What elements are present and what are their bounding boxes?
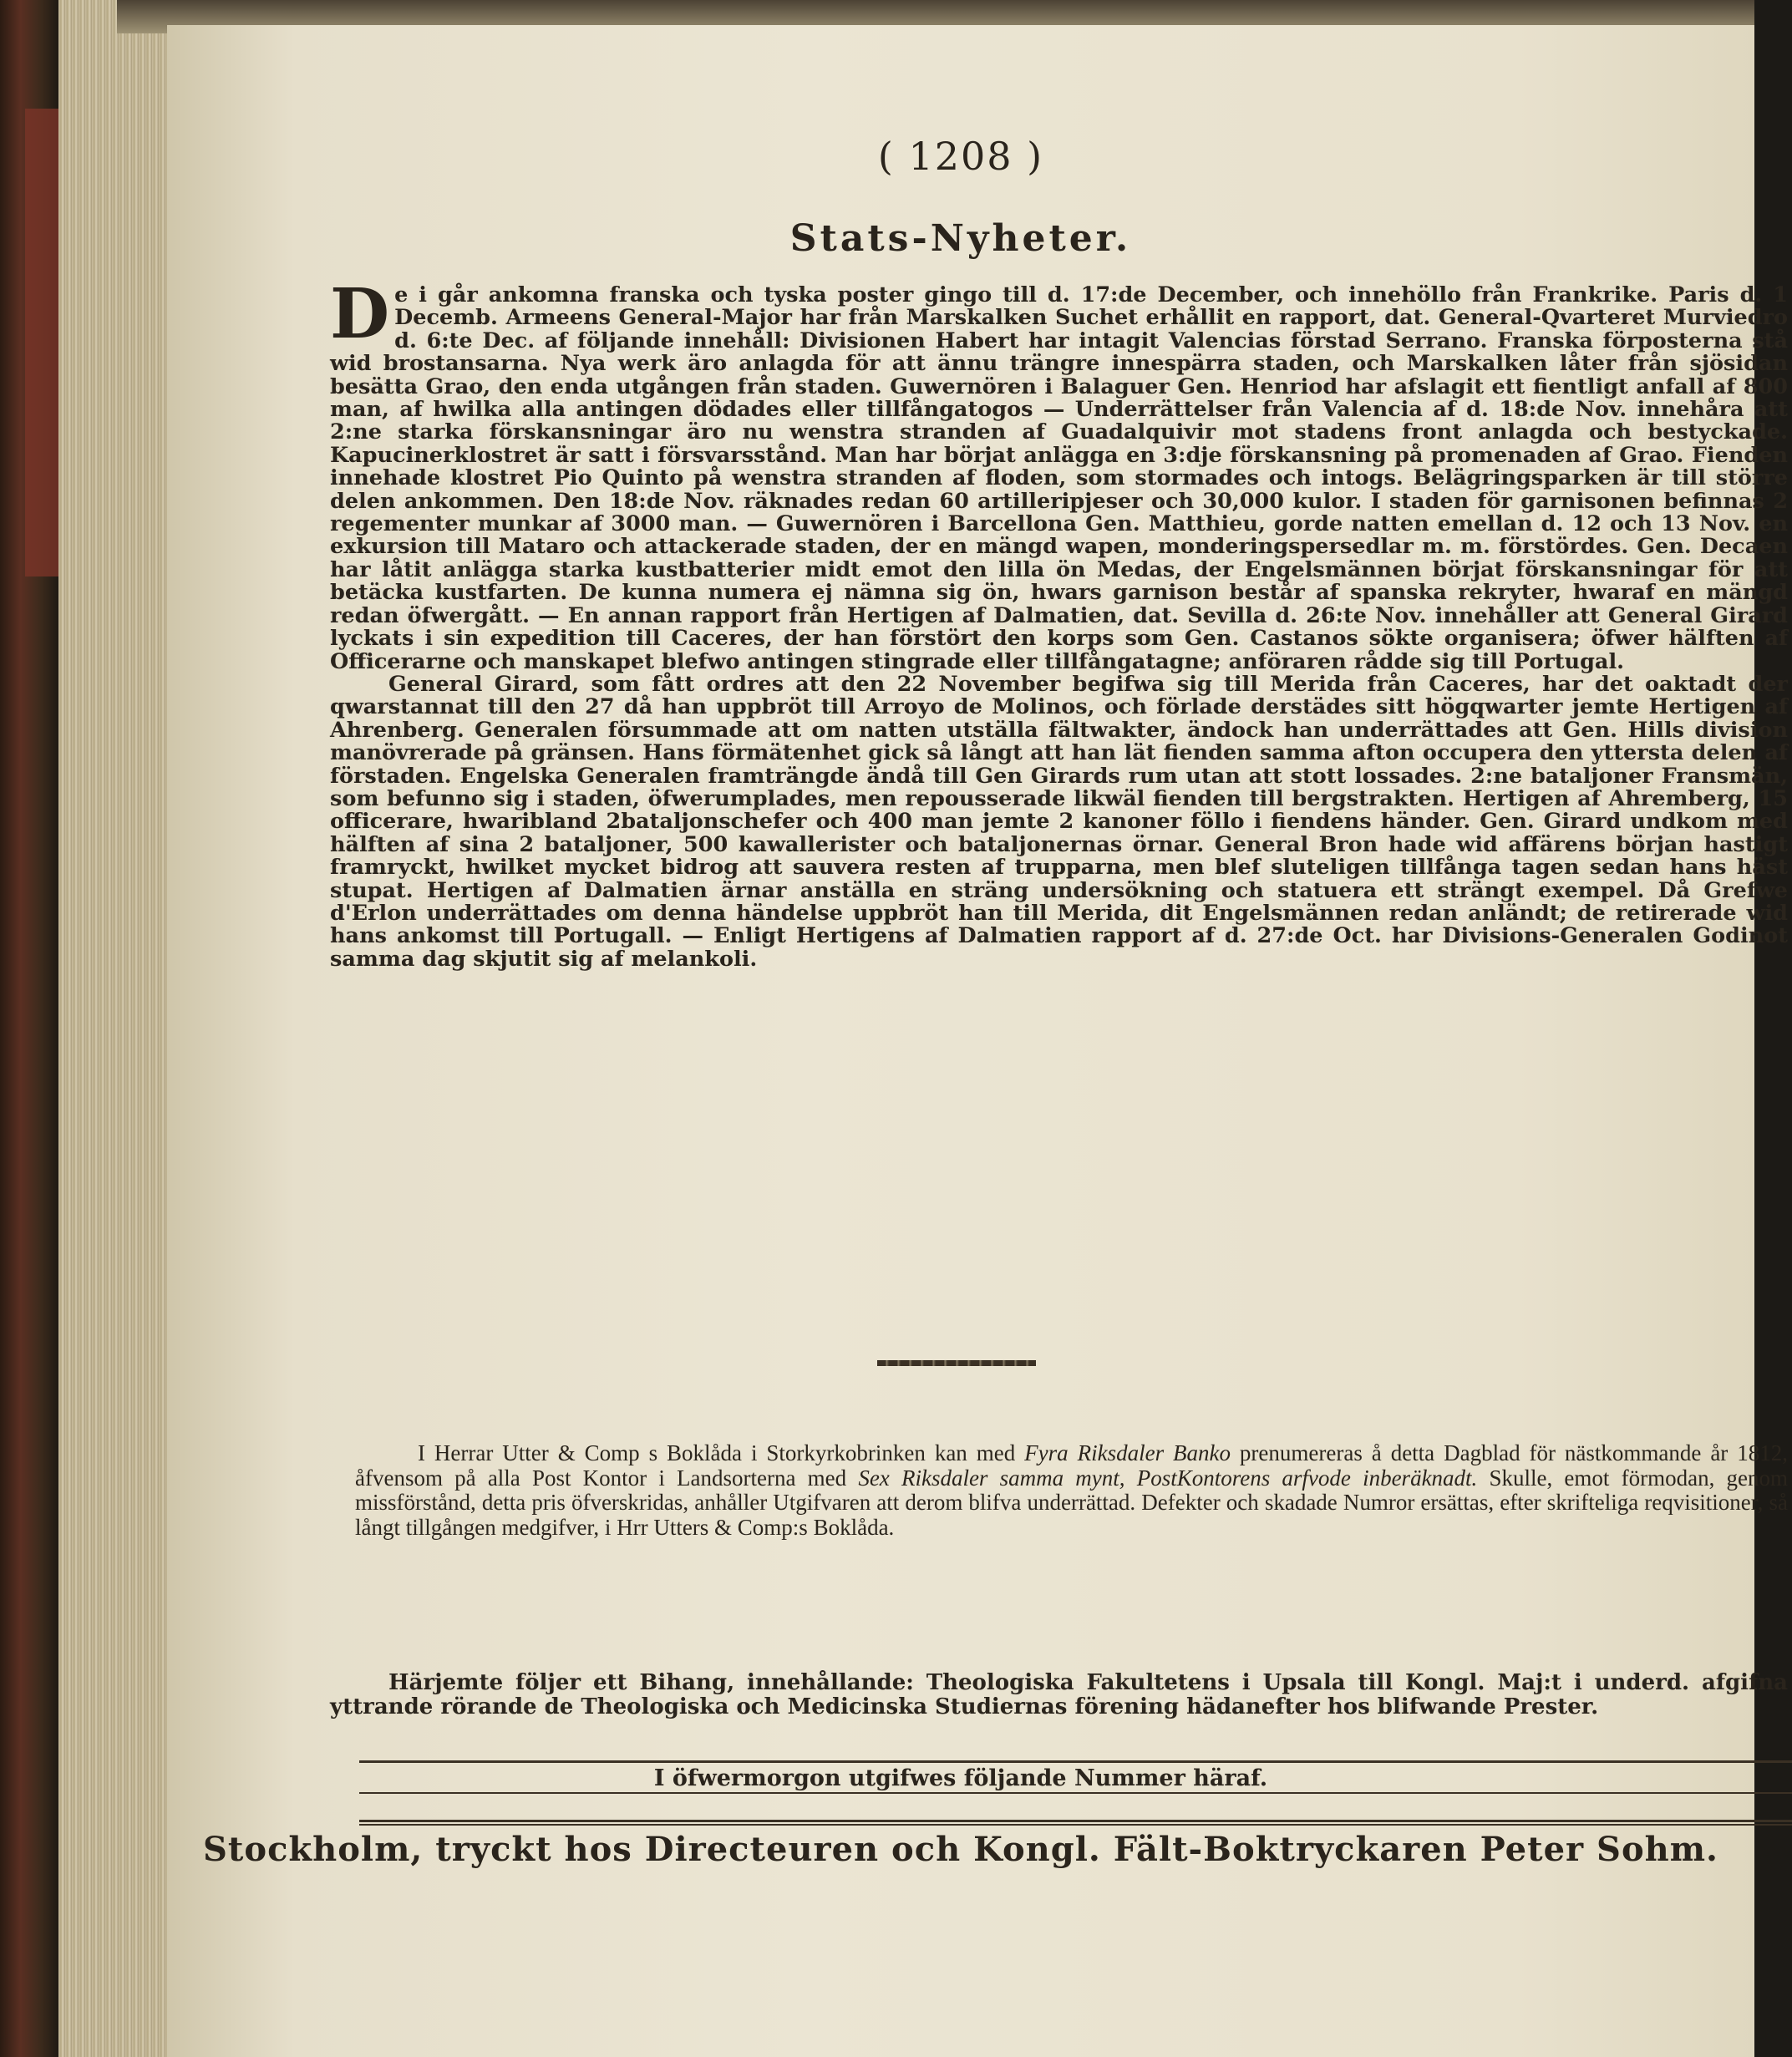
page-number-header: ( 1208 ): [877, 134, 1044, 179]
news-article: [330, 274, 1788, 972]
drop-cap: D: [330, 274, 390, 354]
notice-italic-1: Fyra Riksdaler Banko: [1024, 1440, 1231, 1465]
news-paragraph-1-text: e i går ankomna franska och tyska poster gingo till d. 17:de December, och innehöllo från Frankrike. Paris d. 1 Decemb. Armeens General-Major har från Marskalken Suchet erhållit en rapport, dat. General-Qvarteret Murviedro d. 6:te Dec. af följande innehåll: Divisionen Habert har intagit Valencias förstad Serrano. Franska förposterna stå wid brostansarna. Nya werk äro anlagda för att ännu trängre innespärra staden, och Marskalken låter från sjösidan besätta Grao, den enda utgången från staden. Guwernören i Balaguer Gen. Henriod har afslagit ett fientligt anfall af 800 man, af hwilka alla antingen dödades eller tillfångatogos — Underrättelser från Valencia af d. 18:de Nov. innehåra att 2:ne starka förskansningar äro nu wenstra stranden af Guadalquivir mot stadens front anlagda och bestyckade. Kapucinerklostret är satt i försvarsstånd. Man har börjat anlägga en 3:dje förskansning på promenaden af Grao. Fienden innehade klostret Pio Quinto på wenstra stranden af floden, som stormades och intogs. Belägringsparken är till större delen ankommen. Den 18:de Nov. räknades redan 60 artilleripjeser och 30,000 kulor. I staden för garnisonen befinnas 2 regementer munkar af 3000 man. — Guwernören i Barcellona Gen. Matthieu, gorde natten emellan d. 12 och 13 Nov. en exkursion till Mataro och attackerade staden, der en mängd wapen, monderingspersedlar m. m. förstördes. Gen. Decaen har låtit anlägga starka kustbatterier midt emot den lilla ön Medas, der Engelsmännen börjat förskansningar för att betäcka kustfarten. De kunna numera ej nämna sig ön, hwars garnison består af spanska rekryter, hwaraf en mängd redan öfwergått. — En annan rapport från Hertigen af Dalmatien, dat. Sevilla d. 26:te Nov. innehåller att General Girard lyckats i sin expedition till Caceres, der han förstört den korps som Gen. Castanos sökte organisera; öfwer hälften af Officerarne och manskapet blefwo antingen stingrade eller tillfångatagne; anföraren rådde sig till Portugal.: [330, 282, 1788, 674]
notice-italic-2: Sex Riksdaler samma mynt, PostKontorens arfvode inberäknadt.: [858, 1465, 1478, 1491]
next-issue-notice: I öfwermorgon utgifwes följande Nummer häraf.: [653, 1765, 1268, 1791]
notice-text-3: Skulle, emot förmodan, genom missförstånd, detta pris öfverskridas, anhåller Utgifvaren att derom blifva underrättad. Defekter och skadade Numror ersättas, efter skrifteliga reqvisitioner, så långt tillgången medgifver, i Hrr Utters & Comp:s Boklåda.: [355, 1465, 1788, 1540]
notice-paragraph: [355, 1441, 1788, 1540]
supplement-text: Härjemte följer ett Bihang, innehållande: Theologiska Fakultetens i Upsala till Kongl. Maj:t i underd. afgifna yttrande rörande de Theologiska och Medicinska Studiernas förening hädanefter hos blifwande Prester.: [330, 1670, 1788, 1719]
section-title: Stats-Nyheter.: [789, 217, 1132, 260]
decorative-rule: [877, 1360, 1036, 1366]
notice-text-2: prenumereras å detta Dagblad för nästkommande år 1812, åfvensom på alla Post Kontor i Landsorterna med: [355, 1440, 1788, 1491]
book-spine: [0, 0, 58, 2057]
printer-imprint: Stockholm, tryckt hos Directeuren och Kongl. Fält-Boktryckaren Peter Sohm.: [203, 1830, 1718, 1869]
news-paragraph-1: [330, 274, 1788, 674]
notice-text-1: I Herrar Utter & Comp s Boklåda i Storkyrkobrinken kan med: [418, 1440, 1025, 1465]
rule-middle: [359, 1792, 1792, 1794]
rule-double-2: [359, 1824, 1792, 1826]
news-paragraph-2: General Girard, som fått ordres att den 22 November begifwa sig till Merida från Caceres, har det oaktadt der qwarstannat till den 27 då han uppbröt till Arroyo de Molinos, och förlade derstädes sitt högqwarter jemte Hertigen af Ahrenberg. Generalen försummade att om natten utställa fältwakter, ändock han underrättades att Gen. Hills division manövrerade på gränsen. Hans förmätenhet gick så långt att han lät fienden samma afton occupera den yttersta delen af förstaden. Engelska Generalen framträngde ändå till Gen Girards rum utan att stott lossades. 2:ne bataljoner Fransmän, som befunno sig i staden, öfwerumplades, men repousserade likwäl fienden till bergstrakten. Hertigen af Ahremberg, 15 officerare, hwaribland 2bataljonschefer och 400 man jemte 2 kanoner föllo i fiendens händer. Gen. Girard undkom med hälften af sina 2 bataljoner, 500 kawallerister och bataljonernas örnar. General Bron hade wid affärens början hastigt framryckt, hwilket mycket bidrog att sauvera resten af trupparna, men blef sluteligen tillfånga tagen sedan hans häst stupat. Hertigen af Dalmatien ärnar anställa en sträng undersökning och statuera ett strängt exempel. Då Grefwe d'Erlon underrättades om denna händelse uppbröt han till Merida, dit Engelsmännen redan anländt; de retirerade wid hans ankomst till Portugall. — Enligt Hertigens af Dalmatien rapport af d. 27:de Oct. har Divisions-Generalen Godinot samma dag skjutit sig af melankoli.: [330, 671, 1788, 972]
newspaper-page: [167, 25, 1788, 2057]
rule-top: [359, 1760, 1792, 1763]
subscription-notice: [355, 1441, 1788, 1540]
spine-binding-mark: [25, 109, 58, 576]
rule-double-1: [359, 1820, 1792, 1822]
supplement-notice: [330, 1671, 1788, 1719]
